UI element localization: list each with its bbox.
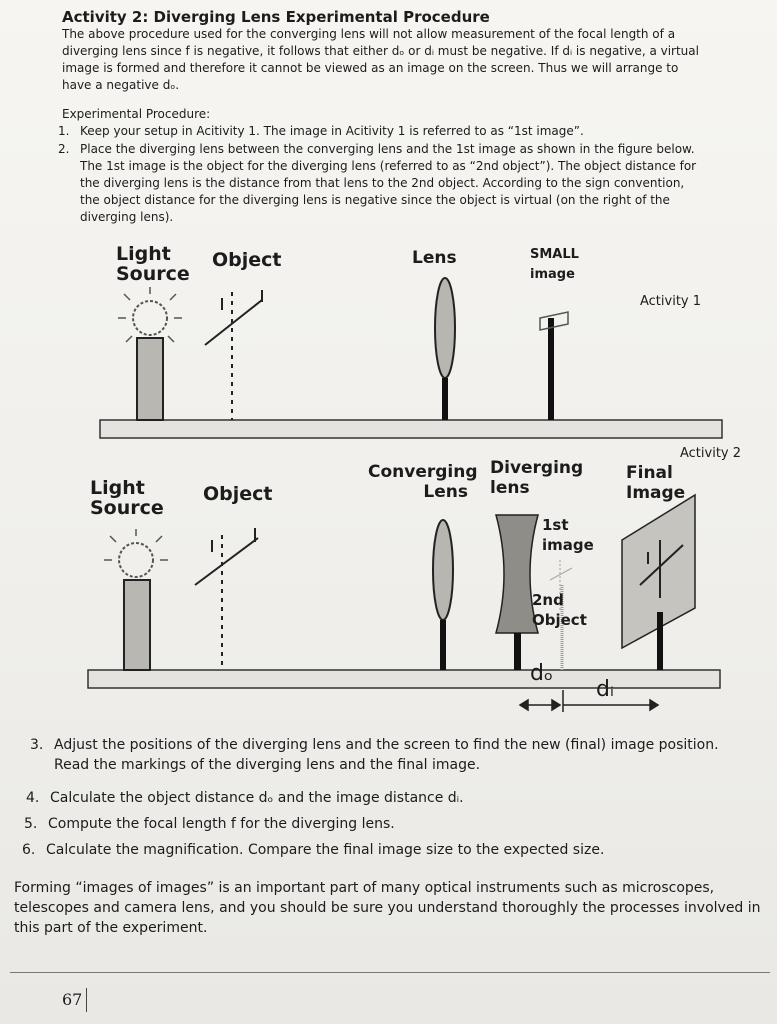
object-arrow-icon [205,290,262,420]
step-text: Calculate the object distance dₒ and the image distance dᵢ. [50,790,464,806]
converging-lens-icon [433,520,453,670]
di-label: dᵢ [596,677,614,702]
intro-paragraph: The above procedure used for the converging lens will not allow measurement of the focal length of a diverging lens since f is negative, it follows that either dₒ or dᵢ must be negative. If dᵢ is negative, a virtual image is formed and therefore it cannot be viewed as an image on the screen. Thus we will arrange to have a negative dₒ. [62,27,699,92]
step-number: 4. [26,790,40,806]
object-arrow-icon [195,528,258,670]
lens-label: Lens [412,248,457,268]
activity-2-label: Activity 2 [680,446,742,461]
light-source-label: Light Source [116,243,190,285]
diverging-lens-label: Diverging lens [490,458,584,498]
optical-bench-2 [88,670,720,688]
light-source-label: Light Source [90,477,164,519]
step-text: Adjust the positions of the diverging lens and the screen to find the new (final) image position. Read the markings of the diverging lens and the final image. [54,737,719,773]
step-6 [22,840,756,860]
closing-paragraph: Forming “images of images” is an important part of many optical instruments such as microscopes, telescopes and camera lens, and you should be sure you understand thoroughly the processes involved in this part of the experiment. [14,880,761,936]
step-text: Keep your setup in Acitivity 1. The image in Acitivity 1 is referred to as “1st image”. [80,124,584,138]
step-number: 1. [58,124,70,138]
small-image-label: SMALL image [530,247,579,282]
activity-2-figure [88,495,720,712]
step-3 [30,735,754,775]
step-number: 3. [30,737,44,753]
step-text: Compute the focal length f for the diverging lens. [48,816,395,832]
second-object-label: 2nd Object [532,591,587,629]
step-text: Place the diverging lens between the converging lens and the 1st image as shown in the figure below. The 1st image is the object for the diverging lens (referred to as “2nd object”). The object distance for the diverging lens is the distance from that lens to the 2nd object. According to the sign convention, the object distance for the diverging lens is negative since the object is virtual (on the right of the diverging lens). [80,142,697,224]
converging-lens-icon [435,278,455,420]
step-number: 6. [22,842,36,858]
activity-1-figure [100,278,722,438]
procedure-heading: Experimental Procedure: [62,107,211,121]
step-5 [24,814,748,834]
page-number: 67 [62,990,83,1009]
page-number-bar [86,988,87,1012]
light-bulb-icon [118,287,182,420]
step-number: 2. [58,142,70,156]
final-image-label: Final Image [626,463,686,503]
do-label: dₒ [530,661,554,686]
activity-1-label: Activity 1 [640,294,702,309]
distance-arrows [520,690,658,712]
footer-divider [10,972,770,973]
optical-bench-1 [100,420,722,438]
step-number: 5. [24,816,38,832]
converging-lens-label: Converging Lens [368,462,478,502]
step-4 [26,788,750,808]
small-image-screen-icon [540,312,568,420]
activity-title: Activity 2: Diverging Lens Experimental Procedure [62,8,490,26]
object-label: Object [203,483,273,505]
step-text: Calculate the magnification. Compare the final image size to the expected size. [46,842,605,858]
final-image-screen-icon [622,495,695,670]
first-image-label: 1st image [542,516,594,554]
object-label: Object [212,249,282,271]
light-bulb-icon [104,529,168,670]
